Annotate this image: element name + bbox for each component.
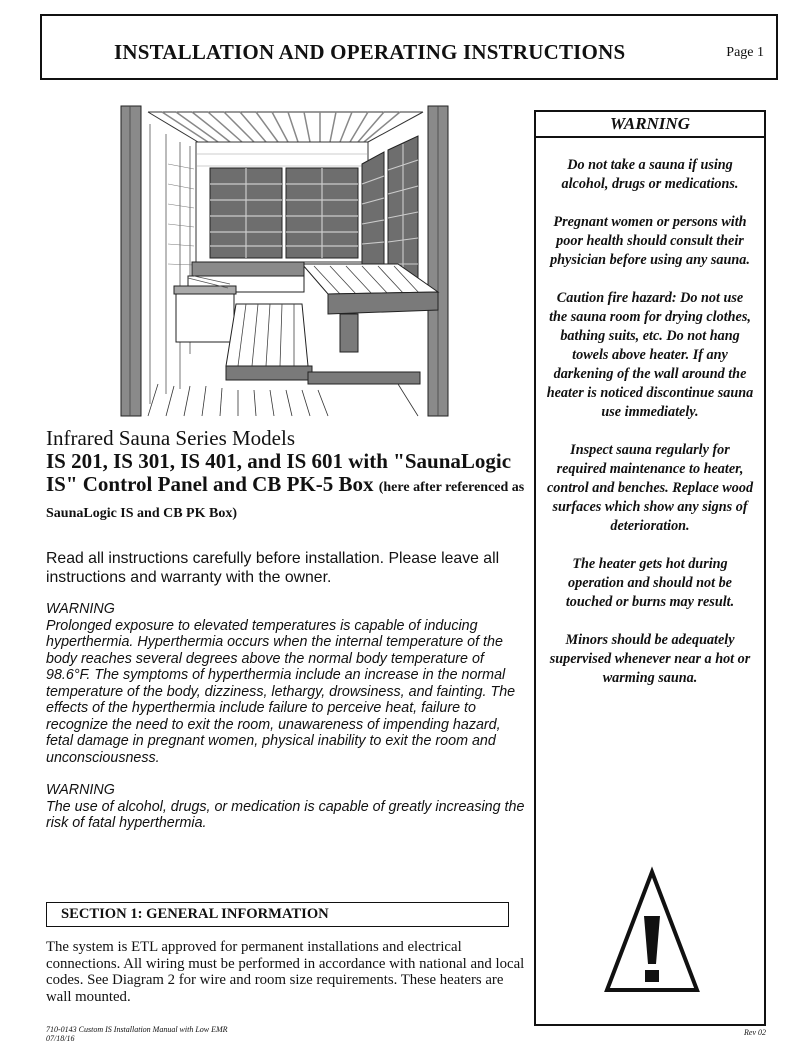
warning-sidebar-heading: WARNING <box>536 112 764 138</box>
warning-inspect: Inspect sauna regularly for required maintenance to heater, control and benches. Replace wood surfaces which show any signs of deterioration. <box>546 442 754 534</box>
models-subtitle: Infrared Sauna Series Models <box>46 426 296 450</box>
footer-doc-number: 710-0143 Custom IS Installation Manual with Low EMR <box>46 1025 228 1034</box>
warning-fire-hazard: Caution fire hazard: Do not use the sauna room for drying clothes, bathing suits, etc. Do not hang towels above heater. If any darkening of the wall around the heater is noticed discontinue sauna use immediately. <box>546 290 754 420</box>
section-body: The system is ETL approved for permanent installations and electrical connections. All wiring must be performed in accordance with national and local codes. See Diagram 2 for wire and room size requirements. These heaters are wall mounted. <box>46 939 525 1005</box>
hyperthermia-warning <box>46 601 526 766</box>
title-box <box>40 14 778 80</box>
warning-pregnant: Pregnant women or persons with poor health should consult their physician before using any sauna. <box>550 214 750 268</box>
footer-date: 07/18/16 <box>46 1034 75 1043</box>
sauna-interior-illustration <box>118 104 452 419</box>
hyperthermia-warning-text: Prolonged exposure to elevated temperatures is capable of inducing hyperthermia. Hyperthermia occurs when the internal temperature of the body reaches several degrees above the normal body temperature of 98.6°F. The symptoms of hyperthermia include an increase in the normal temperature of the body, dizziness, lethargy, drowsiness, and fainting. The effects of the hyperthermia include failure to perceive heat, failure to recognize the need to exit the room, unawareness of impending hazard, fetal damage in pregnant women, physical inability to exit the room and unconsciousness. <box>46 617 516 766</box>
alcohol-warning-text: The use of alcohol, drugs, or medication is capable of greatly increasing the risk of fatal hyperthermia. <box>46 798 525 831</box>
models-heading <box>46 427 526 525</box>
warning-minors: Minors should be adequately supervised whenever near a hot or warming sauna. <box>549 632 751 686</box>
models-list: IS 201, IS 301, IS 401, and IS 601 with "SaunaLogic IS" Control Panel and CB PK-5 Box <box>46 449 512 496</box>
models-title <box>46 450 526 525</box>
warning-hot-heater: The heater gets hot during operation and should not be touched or burns may result. <box>565 556 735 610</box>
warning-sidebar <box>534 110 766 1026</box>
alcohol-warning <box>46 782 526 832</box>
footer-revision: Rev 02 <box>744 1028 766 1037</box>
section-heading: SECTION 1: GENERAL INFORMATION <box>46 902 509 927</box>
footer-doc-info <box>46 1025 228 1043</box>
intro-text: Read all instructions carefully before installation. Please leave all instructions and warranty with the owner. <box>46 550 500 586</box>
page-number: Page 1 <box>726 45 764 60</box>
hyperthermia-warning-label: WARNING <box>46 601 115 617</box>
models-note: (here after referenced as SaunaLogic IS and CB PK Box) <box>46 480 525 521</box>
exclamation-triangle-icon <box>603 866 701 996</box>
alcohol-warning-label: WARNING <box>46 782 115 798</box>
document-title: INSTALLATION AND OPERATING INSTRUCTIONS <box>114 40 626 64</box>
warning-alcohol: Do not take a sauna if using alcohol, drugs or medications. <box>561 157 739 192</box>
